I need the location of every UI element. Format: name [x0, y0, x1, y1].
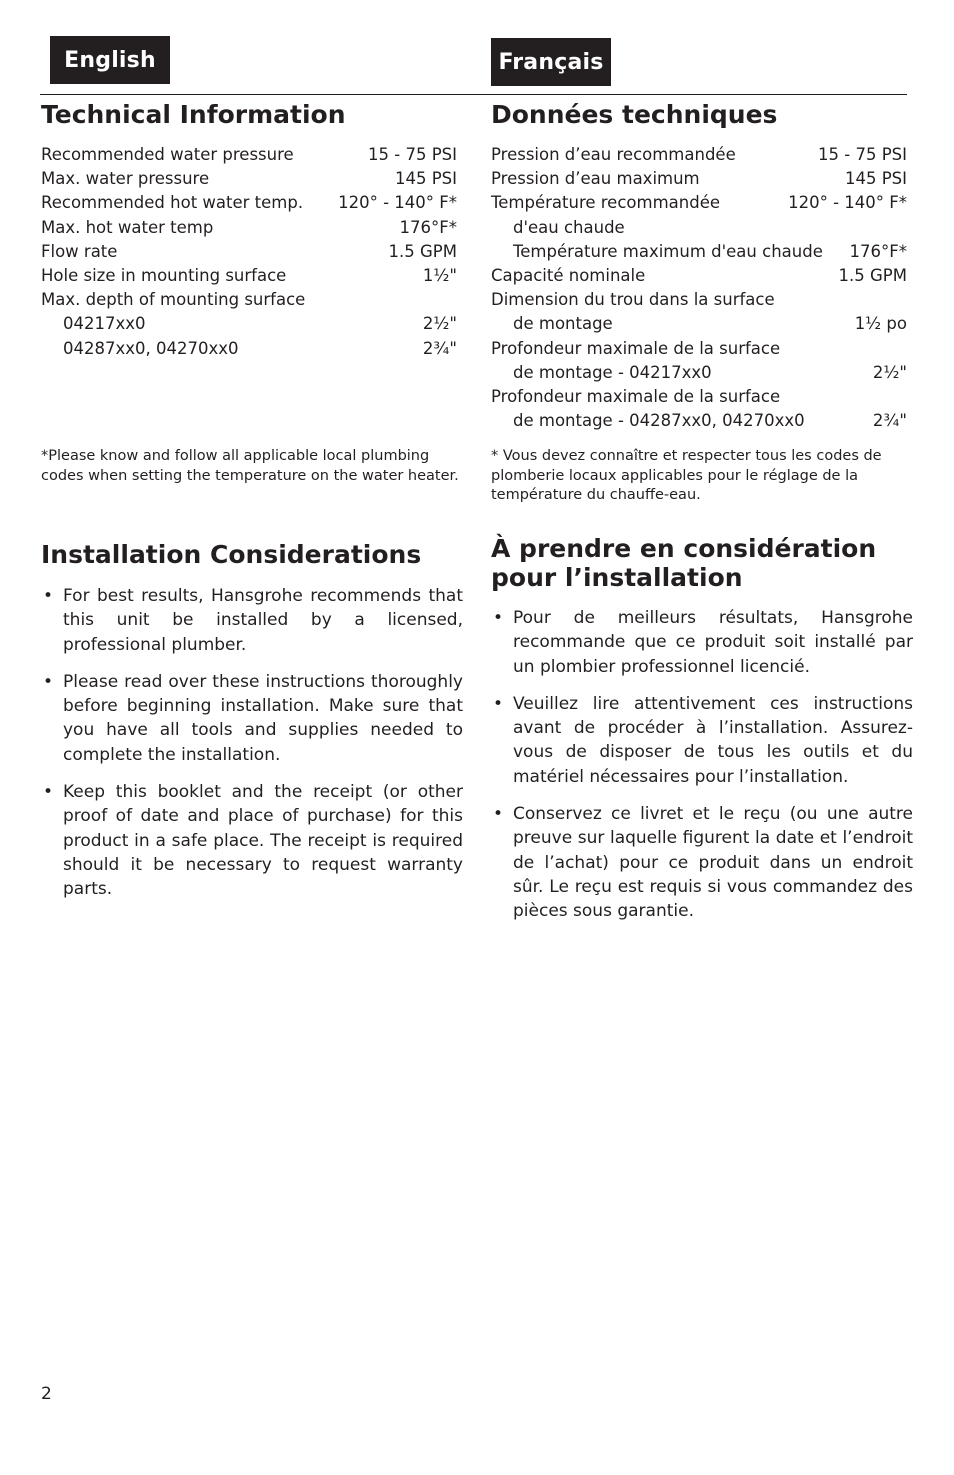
spec-label: d'eau chaude — [513, 217, 625, 237]
bullet-item — [491, 802, 913, 923]
spec-label: Profondeur maximale de la surface — [491, 338, 781, 358]
spec-label: Température recommandée — [491, 193, 720, 213]
spec-value: 15 - 75 PSI — [368, 145, 457, 164]
installation-heading-french — [491, 534, 913, 592]
bullet-text: For best results, Hansgrohe recommends that this unit be installed by a licensed, professional plumber. — [63, 586, 463, 655]
spec-label: Pression d’eau maximum — [491, 169, 700, 189]
spec-value: 176°F* — [399, 217, 457, 237]
bullet-text: Pour de meilleurs résultats, Hansgrohe recommande que ce produit soit installé par un plombier professionnel licencié. — [513, 608, 913, 677]
spec-value: 2¾" — [422, 338, 457, 358]
spec-row — [491, 385, 907, 409]
bullet-icon: • — [493, 804, 504, 825]
spec-label: Hole size in mounting surface — [41, 265, 287, 285]
spec-row — [491, 312, 907, 336]
page-number: 2 — [41, 1384, 52, 1404]
spec-label: Max. hot water temp — [41, 217, 214, 237]
language-tab-english: English — [50, 36, 170, 84]
spec-value: 120° - 140° F* — [788, 193, 907, 213]
language-tab-francais: Français — [491, 38, 611, 86]
installation-considerations-heading: Installation Considerations — [41, 540, 422, 569]
spec-value: 1.5 GPM — [838, 265, 907, 285]
installation-bullets-french — [491, 606, 913, 937]
spec-label: de montage - 04287xx0, 04270xx0 — [513, 411, 805, 431]
spec-row — [491, 264, 907, 288]
bullet-icon: • — [43, 782, 54, 803]
spec-value: 2½" — [872, 362, 907, 382]
spec-label: Dimension du trou dans la surface — [491, 290, 775, 310]
spec-value: 145 PSI — [844, 169, 907, 189]
spec-row — [41, 240, 457, 264]
bullet-text: Conservez ce livret et le reçu (ou une autre preuve sur laquelle figurent la date et l’endroit de l’achat) pour ce produit dans un endroit sûr. Le reçu est requis si vous commandez des pièces sous garantie. — [513, 804, 913, 922]
bullet-icon: • — [493, 693, 504, 714]
spec-row — [41, 264, 457, 288]
footnote-english: *Please know and follow all applicable local plumbing codes when setting the temperature on the water heater. — [41, 448, 459, 484]
spec-row — [491, 361, 907, 385]
bullet-item — [491, 606, 913, 679]
spec-label: de montage — [513, 314, 613, 334]
spec-label: Recommended water pressure — [41, 145, 294, 164]
spec-label: 04217xx0 — [63, 314, 146, 334]
bullet-icon: • — [43, 586, 54, 606]
spec-row — [41, 288, 457, 312]
bullet-text: Please read over these instructions thoroughly before beginning installation. Make sure that you have all tools and supplies needed to complete the installation. — [63, 671, 463, 765]
spec-row — [491, 288, 907, 312]
spec-table-french — [491, 143, 907, 433]
spec-row — [41, 216, 457, 240]
spec-value: 1½" — [422, 265, 457, 285]
spec-label: 04287xx0, 04270xx0 — [63, 338, 239, 358]
spec-value: 145 PSI — [394, 169, 457, 189]
spec-value: 2½" — [422, 314, 457, 334]
spec-row — [41, 143, 457, 167]
header-divider — [40, 94, 907, 95]
spec-row — [491, 240, 907, 264]
spec-row — [41, 312, 457, 336]
spec-row — [491, 409, 907, 433]
bullet-icon: • — [493, 608, 504, 628]
bullet-item — [41, 670, 463, 767]
spec-row — [41, 167, 457, 191]
spec-table-english — [41, 143, 457, 361]
spec-value: 1½ po — [854, 314, 907, 334]
spec-value: 1.5 GPM — [388, 241, 457, 261]
spec-label: Température maximum d'eau chaude — [513, 241, 823, 261]
installation-heading-french-line1: À prendre en considération — [491, 534, 877, 563]
spec-row — [491, 216, 907, 240]
technical-information-heading: Technical Information — [41, 100, 346, 129]
spec-row — [491, 167, 907, 191]
spec-label: de montage - 04217xx0 — [513, 362, 712, 382]
spec-label: Max. water pressure — [41, 169, 210, 189]
spec-label: Flow rate — [41, 241, 118, 261]
spec-row — [491, 143, 907, 167]
spec-label: Capacité nominale — [491, 265, 646, 285]
installation-heading-french-line2: pour l’installation — [491, 563, 743, 592]
bullet-item — [491, 692, 913, 789]
spec-row — [41, 337, 457, 361]
spec-label: Profondeur maximale de la surface — [491, 386, 781, 406]
spec-value: 15 - 75 PSI — [818, 145, 907, 164]
footnote-french: * Vous devez connaître et respecter tous les codes de plomberie locaux applicables pour le réglage de la température du chauffe-eau. — [491, 448, 882, 503]
spec-value: 120° - 140° F* — [338, 193, 457, 213]
bullet-item — [41, 780, 463, 901]
bullet-text: Keep this booklet and the receipt (or other proof of date and place of purchase) for this product in a safe place. The receipt is required should it be necessary to request warranty parts. — [63, 782, 463, 900]
donnees-techniques-heading: Données techniques — [491, 100, 778, 129]
spec-label: Pression d’eau recommandée — [491, 145, 736, 164]
bullet-text: Veuillez lire attentivement ces instructions avant de procéder à l’installation. Assurez-vous de disposer de tous les outils et du matériel nécessaires pour l’installation. — [513, 693, 913, 787]
installation-bullets-english — [41, 584, 463, 915]
spec-value: 176°F* — [849, 241, 907, 261]
spec-row — [491, 337, 907, 361]
bullet-item — [41, 584, 463, 657]
bullet-icon: • — [43, 671, 54, 692]
spec-label: Recommended hot water temp. — [41, 193, 304, 213]
spec-value: 2¾" — [872, 411, 907, 431]
spec-row — [41, 191, 457, 215]
spec-label: Max. depth of mounting surface — [41, 290, 306, 310]
spec-row — [491, 191, 907, 215]
